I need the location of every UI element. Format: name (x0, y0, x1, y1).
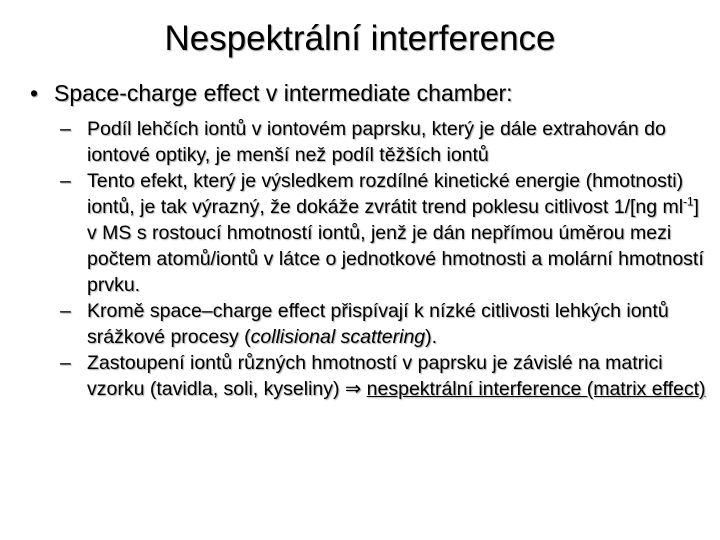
sub-bullet-2 (60, 168, 710, 298)
sub-bullet-1 (60, 116, 710, 168)
dash-marker: – (60, 300, 71, 322)
sub-bullet-1-text: Podíl lehčích iontů v iontovém paprsku, který je dále extrahován do iontové optiky, je menší než podíl těžších iontů (87, 118, 666, 166)
sub-bullet-4 (60, 350, 710, 402)
slide-title: Nespektrální interference (164, 19, 556, 58)
sub-bullet-4-text: Zastoupení iontů různých hmotností v paprsku je závislé na matrici vzorku (tavidla, soli, kyseliny) ⇒ (87, 352, 663, 400)
dash-marker: – (60, 118, 71, 140)
sub-bullet-3 (60, 298, 710, 350)
bullet-marker: • (30, 80, 39, 106)
italic-term: collisional scattering (250, 326, 426, 348)
sub-bullet-list (60, 116, 710, 402)
underlined-link-text[interactable]: nespektrální interference (matrix effect) (366, 378, 706, 400)
dash-marker: – (60, 170, 71, 192)
superscript: -1 (683, 195, 694, 209)
main-bullet-text: Space-charge effect v intermediate chamber: (54, 80, 513, 106)
sub-bullet-3-text-b: ). (425, 326, 438, 348)
sub-bullet-2-text-b: ] v MS s rostoucí hmotností iontů, jenž je dán nepřímou úměrou mezi počtem atomů/iontů v látce o jednotkové hmotnosti a molární hmotností prvku. (87, 196, 704, 296)
dash-marker: – (60, 352, 71, 374)
sub-bullet-3-text-a: Kromě space–charge effect přispívají k nízké citlivosti lehkých iontů srážkové procesy ( (87, 300, 669, 348)
sub-bullet-2-text-a: Tento efekt, který je výsledkem rozdílné kinetické energie (hmotnosti) iontů, je tak výrazný, že dokáže zvrátit trend poklesu citlivost 1/[ng ml (87, 170, 684, 218)
